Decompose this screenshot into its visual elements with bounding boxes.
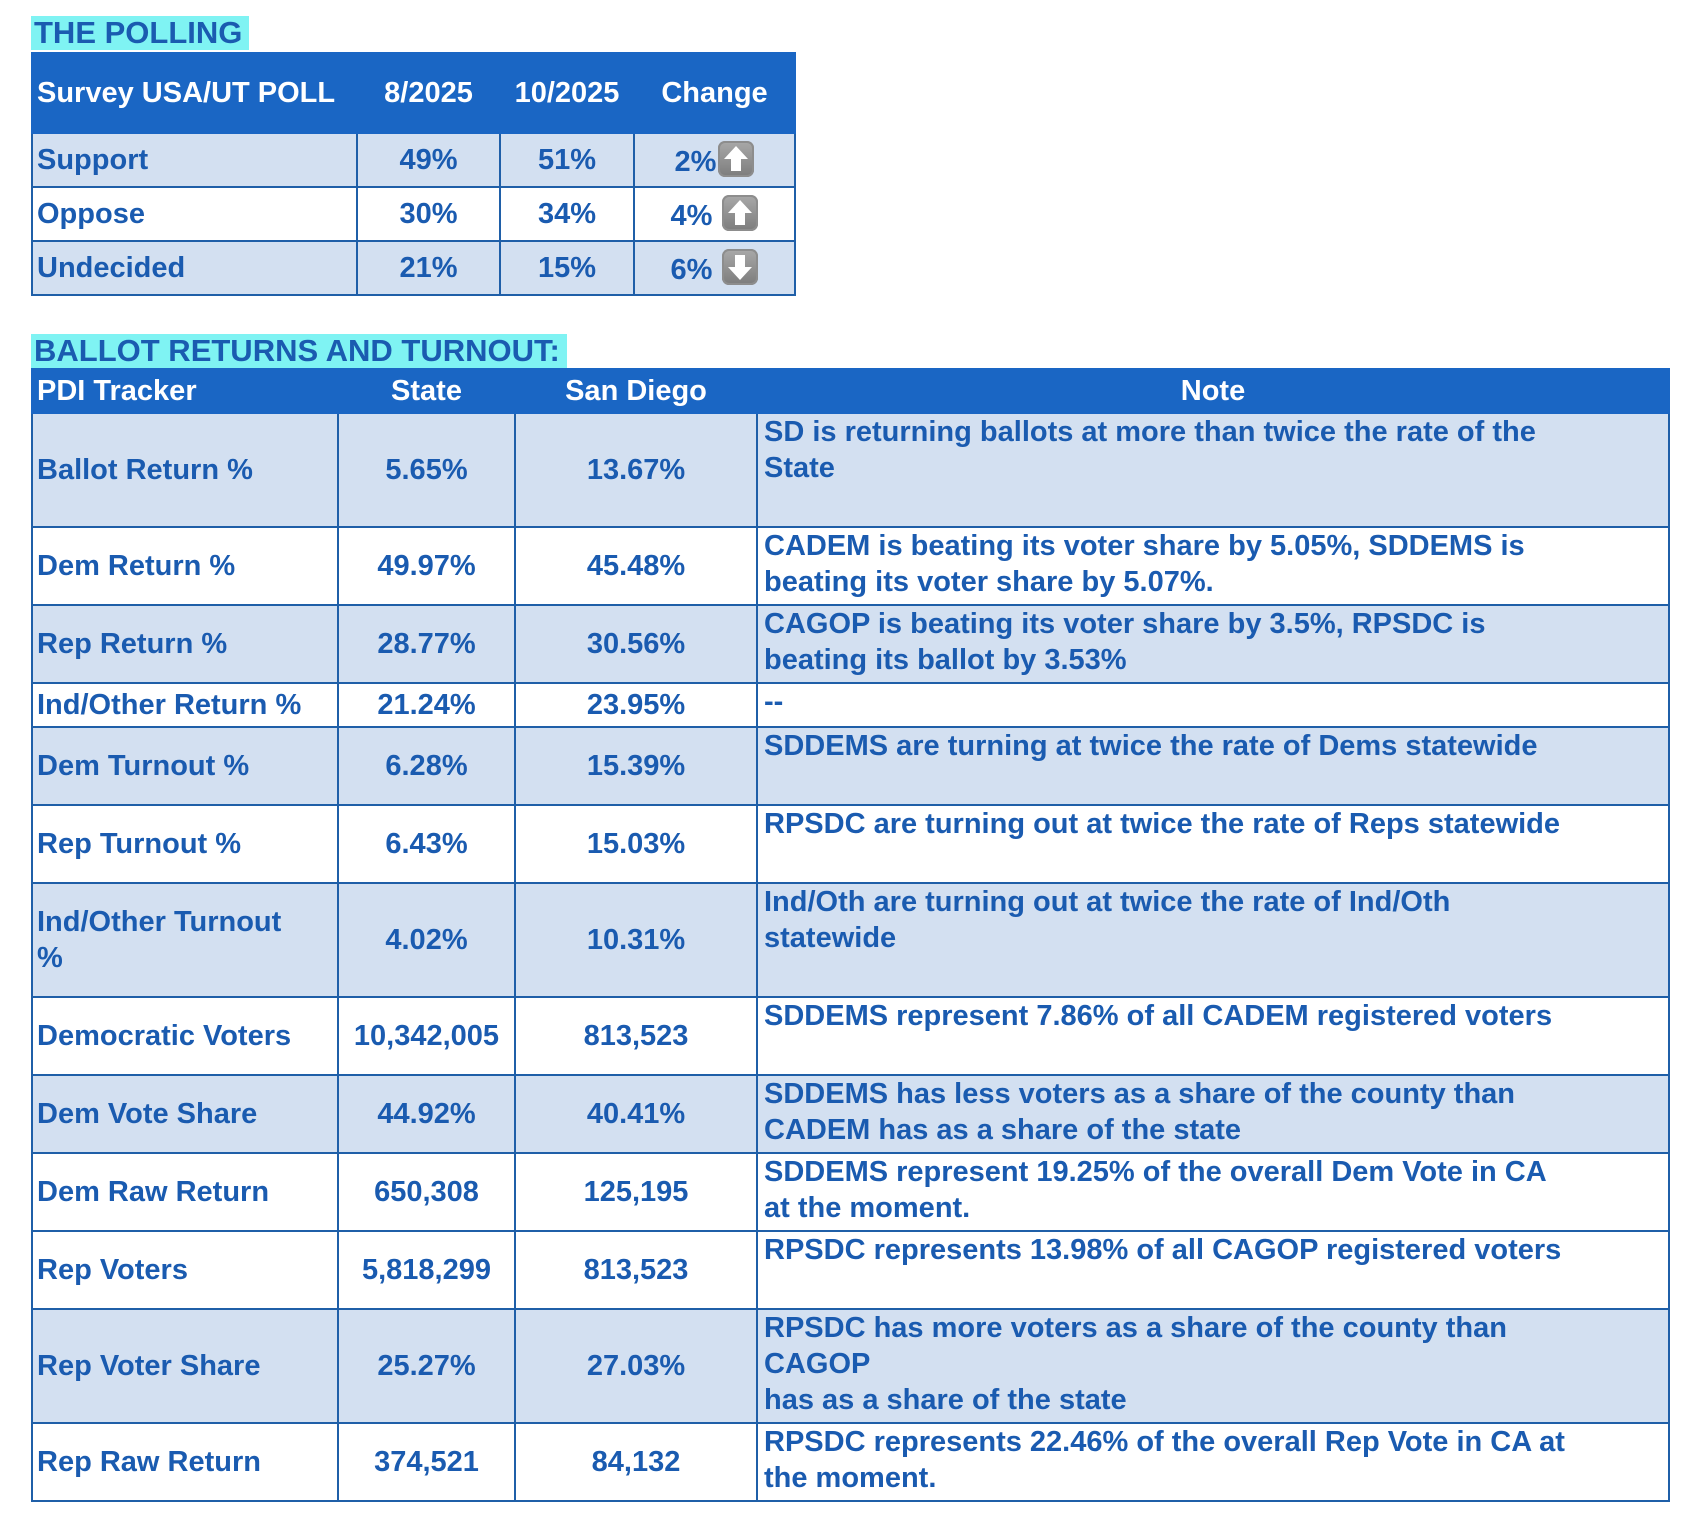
polling-table — [31, 52, 796, 296]
ballot-row-state: 5,818,299 — [338, 1231, 515, 1309]
ballot-row-note: -- — [757, 683, 1669, 727]
ballot-row-note: SDDEMS represent 7.86% of all CADEM registered voters — [757, 997, 1669, 1075]
ballot-row-label: Rep Voters — [32, 1231, 338, 1309]
ballot-row — [32, 997, 1669, 1075]
ballot-row-san-diego: 10.31% — [515, 883, 757, 997]
ballot-row — [32, 605, 1669, 683]
ballot-row — [32, 1153, 1669, 1231]
ballot-table — [31, 368, 1670, 1502]
ballot-row-san-diego: 27.03% — [515, 1309, 757, 1423]
ballot-row-state: 6.43% — [338, 805, 515, 883]
polling-row-support — [32, 133, 795, 187]
ballot-row-san-diego: 15.39% — [515, 727, 757, 805]
ballot-row-label: Dem Return % — [32, 527, 338, 605]
arrow-up-icon — [722, 195, 758, 231]
ballot-row-state: 28.77% — [338, 605, 515, 683]
polling-row-aug: 30% — [357, 187, 500, 241]
polling-row-label: Support — [32, 133, 357, 187]
ballot-row-state: 10,342,005 — [338, 997, 515, 1075]
ballot-row-state: 21.24% — [338, 683, 515, 727]
arrow-down-icon — [722, 249, 758, 285]
ballot-row-san-diego: 23.95% — [515, 683, 757, 727]
polling-header-row — [32, 53, 795, 133]
ballot-row-san-diego: 30.56% — [515, 605, 757, 683]
ballot-header-san-diego: San Diego — [515, 369, 757, 413]
polling-row-oct: 51% — [500, 133, 634, 187]
ballot-row-note: CADEM is beating its voter share by 5.05%, SDDEMS is beating its voter share by 5.07%. — [757, 527, 1669, 605]
polling-header-oct: 10/2025 — [500, 53, 634, 133]
ballot-row — [32, 1231, 1669, 1309]
ballot-section-title: BALLOT RETURNS AND TURNOUT: — [31, 334, 567, 368]
ballot-row-note: SDDEMS represent 19.25% of the overall Dem Vote in CA at the moment. — [757, 1153, 1669, 1231]
ballot-row — [32, 1075, 1669, 1153]
polling-row-oppose — [32, 187, 795, 241]
ballot-header-note: Note — [757, 369, 1669, 413]
ballot-row — [32, 527, 1669, 605]
ballot-row-state: 44.92% — [338, 1075, 515, 1153]
ballot-row-note: SD is returning ballots at more than twice the rate of the State — [757, 413, 1669, 527]
ballot-row-label: Ballot Return % — [32, 413, 338, 527]
polling-section-title: THE POLLING — [31, 16, 249, 50]
ballot-row-san-diego: 125,195 — [515, 1153, 757, 1231]
ballot-row-label: Rep Voter Share — [32, 1309, 338, 1423]
ballot-row-state: 6.28% — [338, 727, 515, 805]
ballot-row-san-diego: 84,132 — [515, 1423, 757, 1501]
ballot-header-state: State — [338, 369, 515, 413]
ballot-row — [32, 1423, 1669, 1501]
ballot-row-note: CAGOP is beating its voter share by 3.5%, RPSDC is beating its ballot by 3.53% — [757, 605, 1669, 683]
ballot-row-label: Rep Return % — [32, 605, 338, 683]
ballot-row — [32, 1309, 1669, 1423]
polling-row-change — [634, 133, 795, 187]
ballot-row-san-diego: 40.41% — [515, 1075, 757, 1153]
polling-row-label: Undecided — [32, 241, 357, 295]
polling-row-change — [634, 241, 795, 295]
ballot-row-state: 4.02% — [338, 883, 515, 997]
ballot-row-label: Ind/Other Return % — [32, 683, 338, 727]
ballot-row-note: RPSDC represents 13.98% of all CAGOP registered voters — [757, 1231, 1669, 1309]
polling-header-change: Change — [634, 53, 795, 133]
ballot-row — [32, 805, 1669, 883]
ballot-row — [32, 727, 1669, 805]
polling-change-value: 2% — [674, 145, 717, 178]
ballot-row-note: SDDEMS has less voters as a share of the county than CADEM has as a share of the state — [757, 1075, 1669, 1153]
ballot-row-label: Democratic Voters — [32, 997, 338, 1075]
ballot-row-label: Dem Raw Return — [32, 1153, 338, 1231]
ballot-header-row — [32, 369, 1669, 413]
polling-row-oct: 34% — [500, 187, 634, 241]
ballot-row — [32, 413, 1669, 527]
ballot-row-label: Rep Raw Return — [32, 1423, 338, 1501]
polling-row-label: Oppose — [32, 187, 357, 241]
ballot-row — [32, 883, 1669, 997]
polling-change-value: 6% — [670, 253, 713, 286]
ballot-row-label: Ind/Other Turnout % — [32, 883, 338, 997]
polling-header-aug: 8/2025 — [357, 53, 500, 133]
polling-row-oct: 15% — [500, 241, 634, 295]
ballot-row-san-diego: 45.48% — [515, 527, 757, 605]
ballot-row-note: RPSDC has more voters as a share of the county than CAGOP has as a share of the state — [757, 1309, 1669, 1423]
ballot-row-label: Rep Turnout % — [32, 805, 338, 883]
polling-row-aug: 21% — [357, 241, 500, 295]
ballot-row-san-diego: 13.67% — [515, 413, 757, 527]
ballot-row-label: Dem Vote Share — [32, 1075, 338, 1153]
polling-row-aug: 49% — [357, 133, 500, 187]
ballot-row-state: 25.27% — [338, 1309, 515, 1423]
arrow-up-icon — [718, 141, 754, 177]
ballot-row-state: 374,521 — [338, 1423, 515, 1501]
ballot-row-note: RPSDC represents 22.46% of the overall Rep Vote in CA at the moment. — [757, 1423, 1669, 1501]
ballot-row-state: 650,308 — [338, 1153, 515, 1231]
ballot-row-note: SDDEMS are turning at twice the rate of Dems statewide — [757, 727, 1669, 805]
polling-header-survey: Survey USA/UT POLL — [32, 53, 357, 133]
polling-row-change — [634, 187, 795, 241]
ballot-row — [32, 683, 1669, 727]
ballot-row-san-diego: 15.03% — [515, 805, 757, 883]
ballot-row-note: Ind/Oth are turning out at twice the rate of Ind/Oth statewide — [757, 883, 1669, 997]
ballot-row-state: 49.97% — [338, 527, 515, 605]
polling-row-undecided — [32, 241, 795, 295]
polling-change-value: 4% — [670, 199, 713, 232]
ballot-row-san-diego: 813,523 — [515, 997, 757, 1075]
ballot-row-san-diego: 813,523 — [515, 1231, 757, 1309]
ballot-row-note: RPSDC are turning out at twice the rate of Reps statewide — [757, 805, 1669, 883]
ballot-row-label: Dem Turnout % — [32, 727, 338, 805]
ballot-row-state: 5.65% — [338, 413, 515, 527]
ballot-header-tracker: PDI Tracker — [32, 369, 338, 413]
